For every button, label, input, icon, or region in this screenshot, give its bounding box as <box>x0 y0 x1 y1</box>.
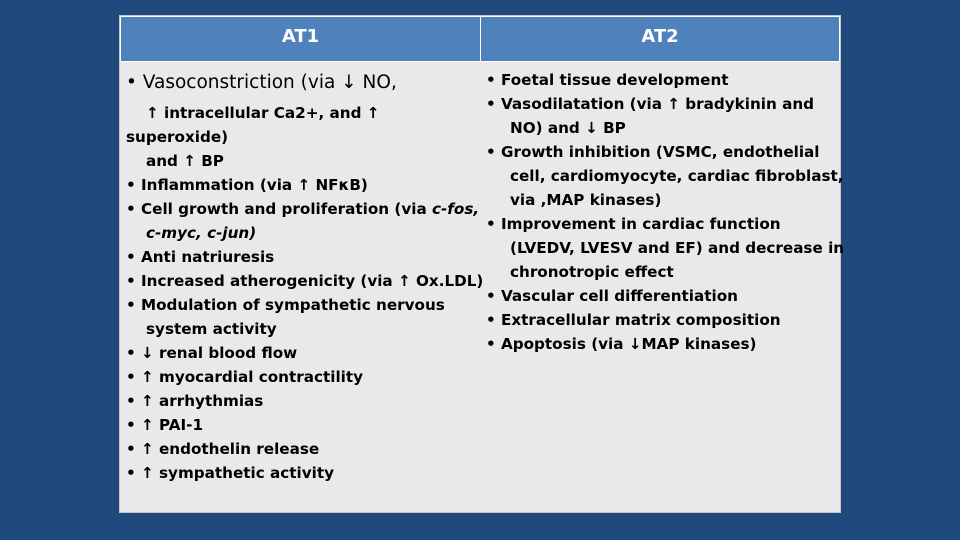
at1-item-atherogenicity: • Increased atherogenicity (via ↑ Ox.LDL) <box>126 272 484 290</box>
at1-item-inflammation: • Inflammation (via ↑ NFκB) <box>126 176 368 194</box>
table-header-row <box>120 16 840 62</box>
at1-item-pai1: • ↑ PAI-1 <box>126 416 204 434</box>
at1-item-sympathetic-modulation-cont: system activity <box>146 320 277 338</box>
at1-item-sympathetic-modulation: • Modulation of sympathetic nervous <box>126 296 445 314</box>
at1-item-vasoconstriction-cont: superoxide) <box>126 128 229 146</box>
at1-item-cell-growth-gene: c-fos, <box>431 200 480 218</box>
at2-item-cardiac-function-cont: chronotropic effect <box>510 263 674 281</box>
at1-item-cell-growth-text: • Cell growth and proliferation (via <box>126 200 432 218</box>
at2-item-apoptosis: • Apoptosis (via ↓MAP kinases) <box>486 335 757 353</box>
at1-item-vasoconstriction-cont: and ↑ BP <box>146 152 224 170</box>
at1-item-cell-growth <box>126 197 478 221</box>
at2-column <box>486 62 845 356</box>
header-at1: AT1 <box>120 16 481 62</box>
at1-item-arrhythmias: • ↑ arrhythmias <box>126 392 264 410</box>
at1-column <box>126 62 484 485</box>
at2-item-cardiac-function: • Improvement in cardiac function <box>486 215 781 233</box>
at2-item-vascular-differentiation: • Vascular cell differentiation <box>486 287 738 305</box>
at1-item-sympathetic-activity: • ↑ sympathetic activity <box>126 464 335 482</box>
at1-item-vasoconstriction: • Vasoconstriction (via ↓ NO, <box>126 72 397 93</box>
at1-item-renal-blood-flow: • ↓ renal blood flow <box>126 344 298 362</box>
at2-item-vasodilatation-cont: NO) and ↓ BP <box>510 119 626 137</box>
at2-item-growth-inhibition: • Growth inhibition (VSMC, endothelial <box>486 143 820 161</box>
at1-item-vasoconstriction-cont: ↑ intracellular Ca2+, and ↑ <box>146 104 380 122</box>
at2-item-growth-inhibition-cont: via ,MAP kinases) <box>510 191 662 209</box>
at2-item-foetal-development: • Foetal tissue development <box>486 71 729 89</box>
at1-item-cell-growth-cont: c-myc, c-jun) <box>146 224 257 242</box>
header-at2: AT2 <box>480 16 840 62</box>
at1-item-anti-natriuresis: • Anti natriuresis <box>126 248 275 266</box>
at2-item-growth-inhibition-cont: cell, cardiomyocyte, cardiac fibroblast, <box>510 167 844 185</box>
at2-item-vasodilatation: • Vasodilatation (via ↑ bradykinin and <box>486 95 815 113</box>
at1-item-myocardial-contractility: • ↑ myocardial contractility <box>126 368 364 386</box>
comparison-table <box>119 15 845 513</box>
at1-item-endothelin: • ↑ endothelin release <box>126 440 320 458</box>
at2-item-cardiac-function-cont: (LVEDV, LVESV and EF) and decrease in <box>510 239 845 257</box>
at2-item-extracellular-matrix: • Extracellular matrix composition <box>486 311 781 329</box>
